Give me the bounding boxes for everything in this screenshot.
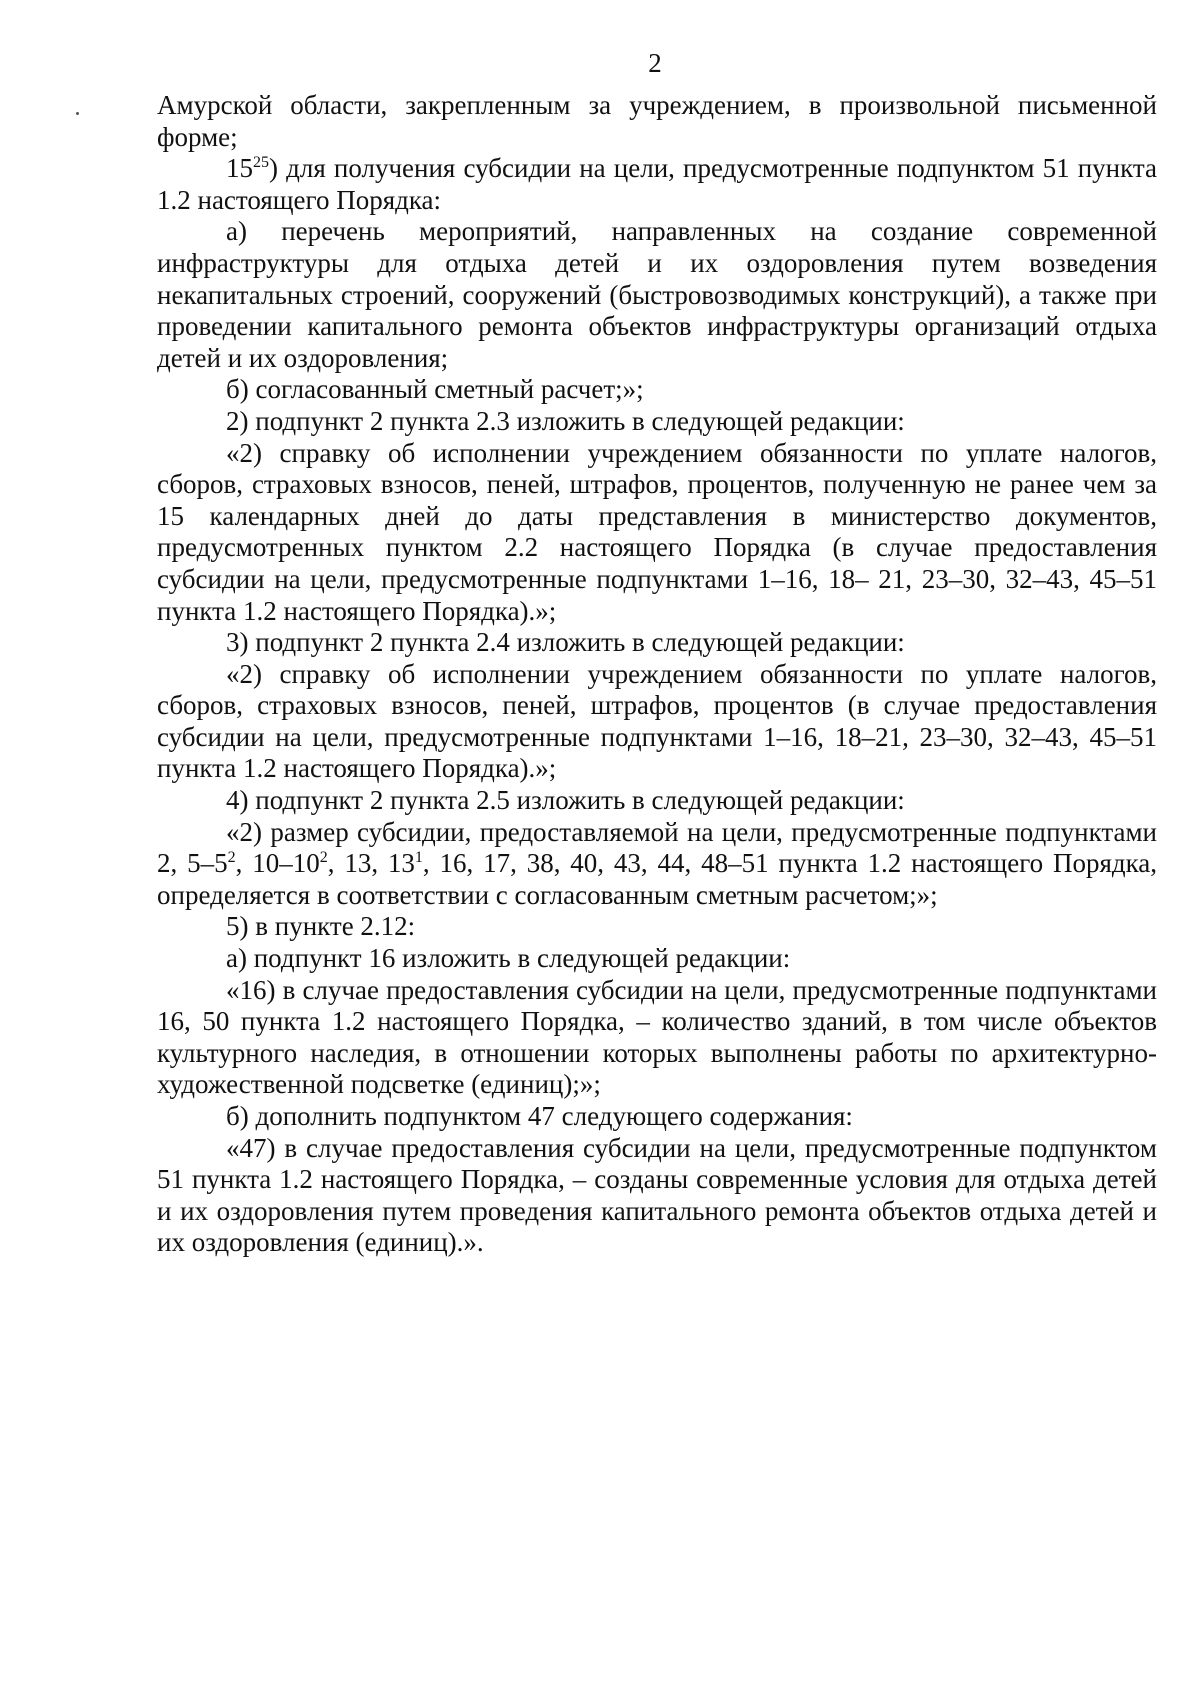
superscript: 2 [227,849,236,867]
paragraph [157,90,1157,153]
document-body [157,90,1157,1259]
text-run: «2) размер субсидии, предоставляемой на цели, предусмотренные подпунктами 2, 5–5 [157,816,1157,879]
paragraph [157,1133,1157,1259]
paragraph [157,406,1157,438]
superscript: 1 [414,849,423,867]
text-run: 2) подпункт 2 пункта 2.3 изложить в следующей редакции: [226,405,905,436]
page-number: 2 [648,48,662,78]
superscript: 2 [319,849,328,867]
scan-speck [76,112,79,115]
text-run: б) дополнить подпунктом 47 следующего содержания: [226,1101,853,1131]
paragraph [157,943,1157,975]
text-run: а) подпункт 16 изложить в следующей редакции: [226,943,791,974]
text-run: «16) в случае предоставления субсидии на цели, предусмотренные подпунктами 16, 50 пункта 1.2 настоящего Порядка, – количество зданий, в том числе объектов культурного наследия, в отношении которых выполнены работы по архитектурно-художественной подсветке (единиц);»; [157,974,1157,1100]
text-run: «2) справку об исполнении учреждением обязанности по уплате налогов, сборов, страховых взносов, пеней, штрафов, процентов, полученную не ранее чем за 15 календарных дней до даты представления в министерство документов, предусмотренных пунктом 2.2 настоящего Порядка (в случае предоставления субсидии на цели, предусмотренные подпунктами 1–16, 18– 21, 23–30, 32–43, 45–51 пункта 1.2 настоящего Порядка).»; [157,437,1157,626]
text-run: 5) в пункте 2.12: [226,911,416,942]
text-run: 15 [226,153,253,184]
text-run: ) для получения субсидии на цели, предусмотренные подпунктом 51 пункта 1.2 настоящего Порядка: [157,153,1157,215]
text-run: , 13, 13 [327,848,415,879]
paragraph [157,374,1157,406]
paragraph [157,438,1157,628]
paragraph [157,627,1157,659]
text-run: 4) подпункт 2 пункта 2.5 изложить в следующей редакции: [226,785,905,816]
paragraph [157,975,1157,1101]
text-run: «2) справку об исполнении учреждением обязанности по уплате налогов, сборов, страховых взносов, пеней, штрафов, процентов (в случае предоставления субсидии на цели, предусмотренные подпунктами 1–16, 18–21, 23–30, 32–43, 45–51 пункта 1.2 настоящего Порядка).»; [157,658,1157,784]
text-run: Амурской области, закрепленным за учреждением, в произвольной письменной форме; [157,90,1157,152]
paragraph [157,817,1157,912]
text-run: б) согласованный сметный расчет;»; [226,374,644,405]
text-run: а) перечень мероприятий, направленных на создание современной инфраструктуры для отдыха детей и их оздоровления путем возведения некапитальных строений, сооружений (быстровозводимых конструкций), а также при проведении капитального ремонта объектов инфраструктуры организаций отдыха детей и их оздоровления; [157,216,1157,373]
paragraph [157,659,1157,785]
paragraph [157,911,1157,943]
text-run: «47) в случае предоставления субсидии на цели, предусмотренные подпунктом 51 пункта 1.2 настоящего Порядка, – созданы современные условия для отдыха детей и их оздоровления путем проведения капитального ремонта объектов отдыха детей и их оздоровления (единиц).». [157,1132,1157,1258]
paragraph [157,153,1157,216]
paragraph [157,216,1157,374]
text-run: 3) подпункт 2 пункта 2.4 изложить в следующей редакции: [226,627,905,658]
paragraph [157,1101,1157,1133]
superscript: 25 [253,154,269,172]
text-run: , 10–10 [235,848,320,879]
text-run: , 16, 17, 38, 40, 43, 44, 48–51 пункта 1.2 настоящего Порядка, определяется в соответствии с согласованным сметным расчетом;»; [157,848,1158,910]
paragraph [157,785,1157,817]
